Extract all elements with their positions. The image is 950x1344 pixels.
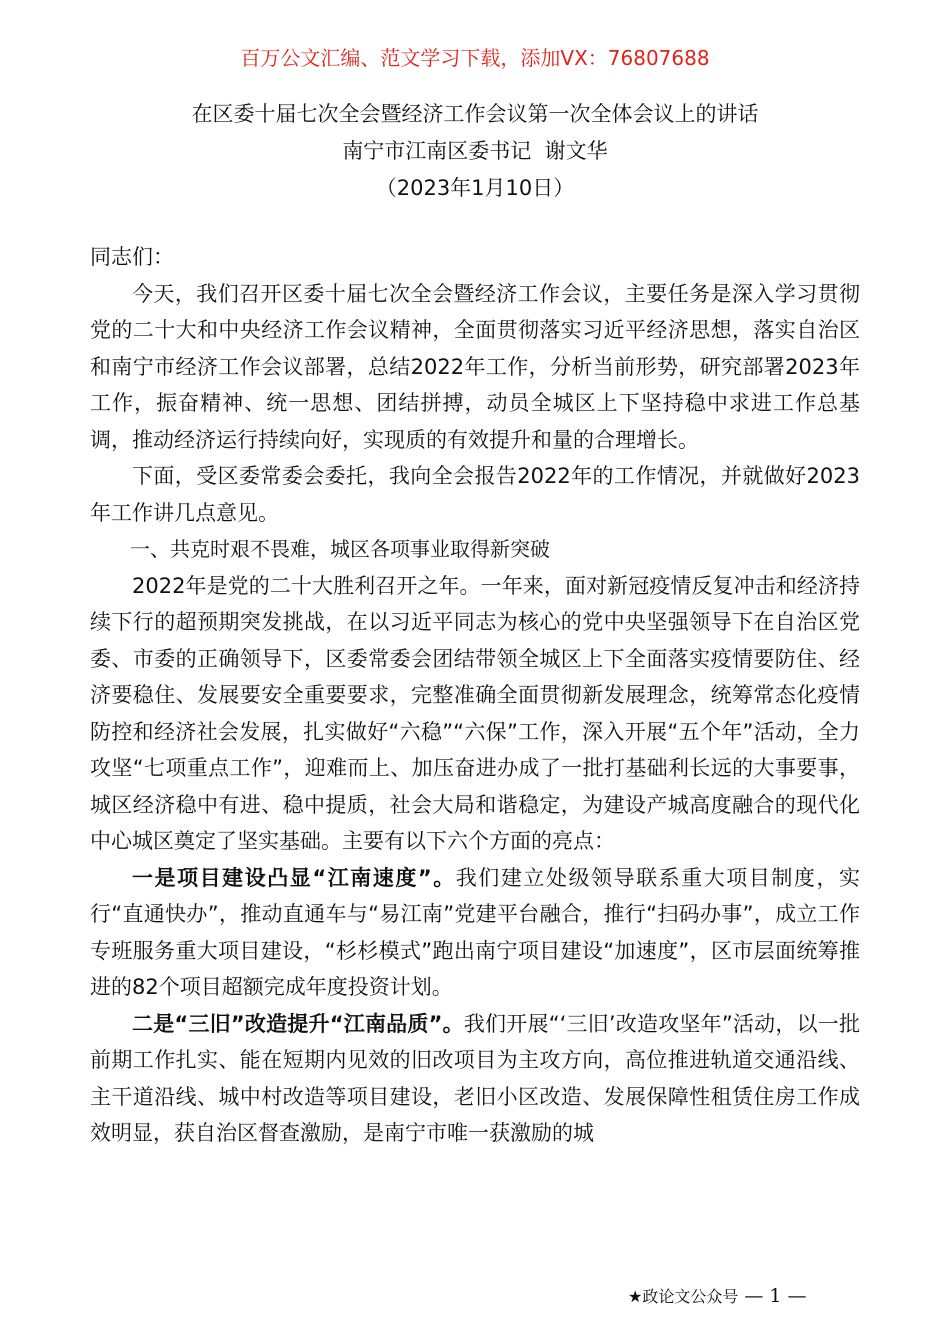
- speech-title: 在区委十届七次全会暨经济工作会议第一次全体会议上的讲话: [191, 102, 759, 126]
- speech-date: （2023年1月10日）: [375, 176, 575, 200]
- salutation: 同志们：: [90, 245, 174, 269]
- speaker-line: 南宁市江南区委书记 谢文华: [342, 139, 608, 163]
- highlight-2-lead: 二是“三旧”改造提升“江南品质”。: [132, 1011, 464, 1036]
- speech-body: [90, 239, 860, 1152]
- paragraph-highlight-2: [90, 1006, 860, 1152]
- section-heading-1: 一、共克时艰不畏难，城区各项事业取得新突破: [130, 537, 550, 561]
- paragraph-intro: 今天，我们召开区委十届七次全会暨经济工作会议，主要任务是深入学习贯彻党的二十大和中央经济工作会议精神，全面贯彻落实习近平经济思想，落实自治区和南宁市经济工作会议部署，总结2022年工作，分析当前形势，研究部署2023年工作，振奋精神、统一思想、团结拼搏，动员全城区上下坚持稳中求进工作总基调，推动经济运行持续向好，实现质的有效提升和量的合理增长。: [90, 281, 860, 452]
- highlight-1-text: 我们建立处级领导联系重大项目制度，实行“直通快办”，推动直通车与“易江南”党建平台融合，推行“扫码办事”，成立工作专班服务重大项目建设，“杉杉模式”跑出南宁项目建设“加速度”，区市层面统筹推进的82个项目超额完成年度投资计划。: [90, 865, 861, 999]
- paragraph-2022-summary: 2022年是党的二十大胜利召开之年。一年来，面对新冠疫情反复冲击和经济持续下行的超预期突发挑战，在以习近平同志为核心的党中央坚强领导下在自治区党委、市委的正确领导下，区委常委会团结带领全城区上下全面落实疫情要防住、经济要稳住、发展要安全重要要求，完整准确全面贯彻新发展理念，统筹常态化疫情防控和经济社会发展，扎实做好“六稳”“六保”工作，深入开展“五个年”活动，全力攻坚“七项重点工作”，迎难而上、加压奋进办成了一批打基础利长远的大事要事，城区经济稳中有进、稳中提质，社会大局和谐稳定，为建设产城高度融合的现代化中心城区奠定了坚实基础。主要有以下六个方面的亮点：: [90, 573, 860, 853]
- paragraph-highlight-1: [90, 860, 860, 1006]
- page-number: — 1 —: [744, 1285, 807, 1307]
- title-block: [0, 96, 950, 207]
- page-footer: [628, 1284, 807, 1309]
- highlight-1-lead: 一是项目建设凸显“江南速度”。: [132, 865, 456, 890]
- promo-banner: 百万公文汇编、范文学习下载，添加VX：76807688: [240, 46, 710, 70]
- paragraph-report: 下面，受区委常委会委托，我向全会报告2022年的工作情况，并就做好2023年工作讲几点意见。: [90, 464, 860, 525]
- footer-source: ★政论文公众号: [628, 1287, 739, 1306]
- highlight-2-text: 我们开展“‘三旧’改造攻坚年”活动，以一批前期工作扎实、能在短期内见效的旧改项目为主攻方向，高位推进轨道交通沿线、主干道沿线、城中村改造等项目建设，老旧小区改造、发展保障性租赁住房工作成效明显，获自治区督查激励，是南宁市唯一获激励的城: [90, 1011, 861, 1145]
